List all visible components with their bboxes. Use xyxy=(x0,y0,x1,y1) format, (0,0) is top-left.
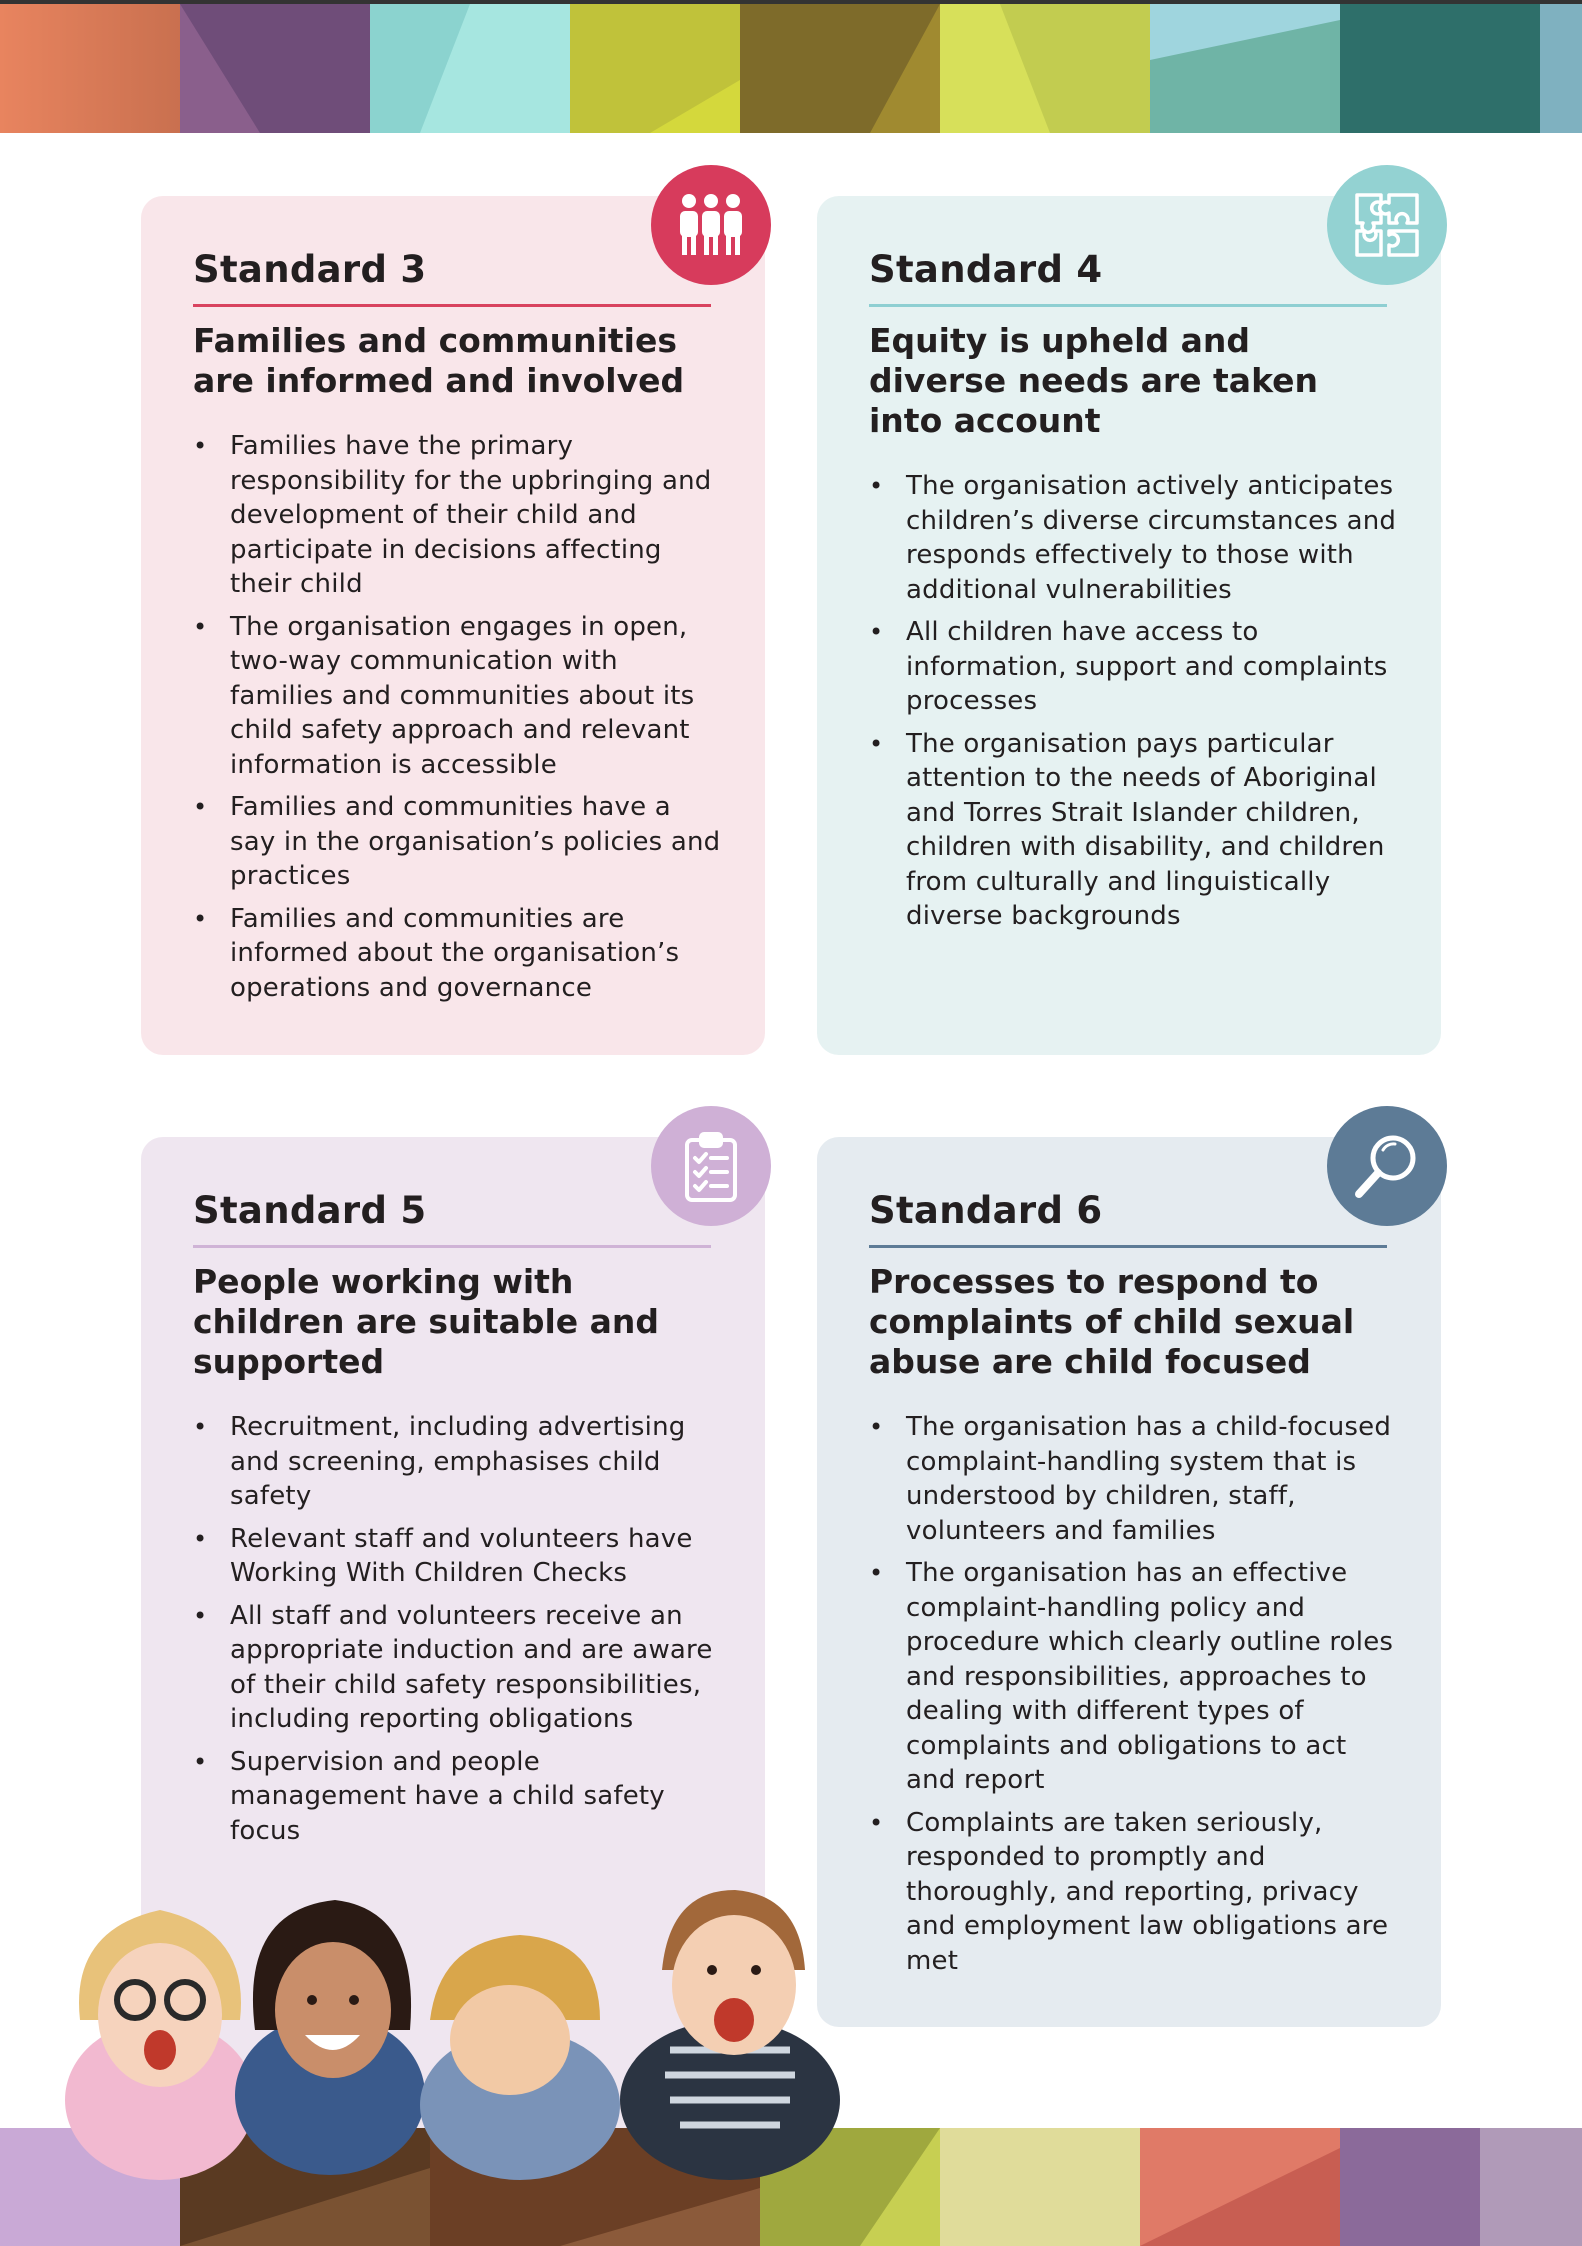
list-item: • The organisation has an effective complaint-handling policy and procedure which clearly outline roles and responsibilities, approaches to dealing with different types of complaints and obligations to act and report xyxy=(869,1556,1399,1798)
standard-3-badge xyxy=(651,165,771,285)
standard-6-subtitle: Processes to respond to complaints of child sexual abuse are child focused xyxy=(869,1262,1355,1381)
standard-3-title: Standard 3 xyxy=(193,248,427,291)
list-item: • Recruitment, including advertising and screening, emphasises child safety xyxy=(193,1410,723,1514)
list-item: • The organisation actively anticipates children’s diverse circumstances and responds effectively to those with additional vulnerabilities xyxy=(869,469,1399,607)
list-item: • Complaints are taken seriously, responded to promptly and thoroughly, and reporting, privacy and employment law obligations are met xyxy=(869,1806,1399,1979)
list-item: • Supervision and people management have a child safety focus xyxy=(193,1745,723,1849)
list-item: • All staff and volunteers receive an appropriate induction and are aware of their child safety responsibilities, including reporting obligations xyxy=(193,1599,723,1737)
standard-5-badge xyxy=(651,1106,771,1226)
standard-6-bullet-list xyxy=(869,1410,1399,1978)
standard-5-bullet-list xyxy=(193,1410,723,1848)
standard-5-subtitle: People working with children are suitable and supported xyxy=(193,1262,660,1381)
standard-4-title: Standard 4 xyxy=(869,248,1103,291)
standard-3-bullet-list xyxy=(193,429,723,1005)
list-item: • Families have the primary responsibility for the upbringing and development of their child and participate in decisions affecting their child xyxy=(193,429,723,602)
list-item: • The organisation has a child-focused complaint-handling system that is understood by children, staff, volunteers and families xyxy=(869,1410,1399,1548)
puzzle-icon xyxy=(1347,185,1427,265)
standard-4-divider xyxy=(869,304,1387,307)
standard-4-badge xyxy=(1327,165,1447,285)
list-item: • Relevant staff and volunteers have Working With Children Checks xyxy=(193,1522,723,1591)
standard-3-subtitle: Families and communities are informed and involved xyxy=(193,321,685,400)
standard-6-title: Standard 6 xyxy=(869,1189,1103,1232)
list-item: • All children have access to information, support and complaints processes xyxy=(869,615,1399,719)
list-item: • Families and communities are informed about the organisation’s operations and governance xyxy=(193,902,723,1006)
standard-5-title: Standard 5 xyxy=(193,1189,427,1232)
list-item: • The organisation pays particular attention to the needs of Aboriginal and Torres Strait Islander children, children with disability, and children from culturally and linguistically diverse backgrounds xyxy=(869,727,1399,934)
standard-3-divider xyxy=(193,304,711,307)
clipboard-checklist-icon xyxy=(671,1126,751,1206)
standard-6-divider xyxy=(869,1245,1387,1248)
list-item: • Families and communities have a say in the organisation’s policies and practices xyxy=(193,790,723,894)
standard-3-card xyxy=(141,196,765,1055)
list-item: • The organisation engages in open, two-way communication with families and communities about its child safety approach and relevant information is accessible xyxy=(193,610,723,783)
standard-4-bullet-list xyxy=(869,469,1399,934)
standard-5-divider xyxy=(193,1245,711,1248)
children-photo xyxy=(40,1850,870,2180)
standard-4-card xyxy=(817,196,1441,1055)
standard-6-badge xyxy=(1327,1106,1447,1226)
standard-4-subtitle: Equity is upheld and diverse needs are taken into account xyxy=(869,321,1319,440)
people-icon xyxy=(671,185,751,265)
top-decorative-banner xyxy=(0,0,1582,133)
magnifying-glass-icon xyxy=(1347,1126,1427,1206)
standard-6-card xyxy=(817,1137,1441,2027)
